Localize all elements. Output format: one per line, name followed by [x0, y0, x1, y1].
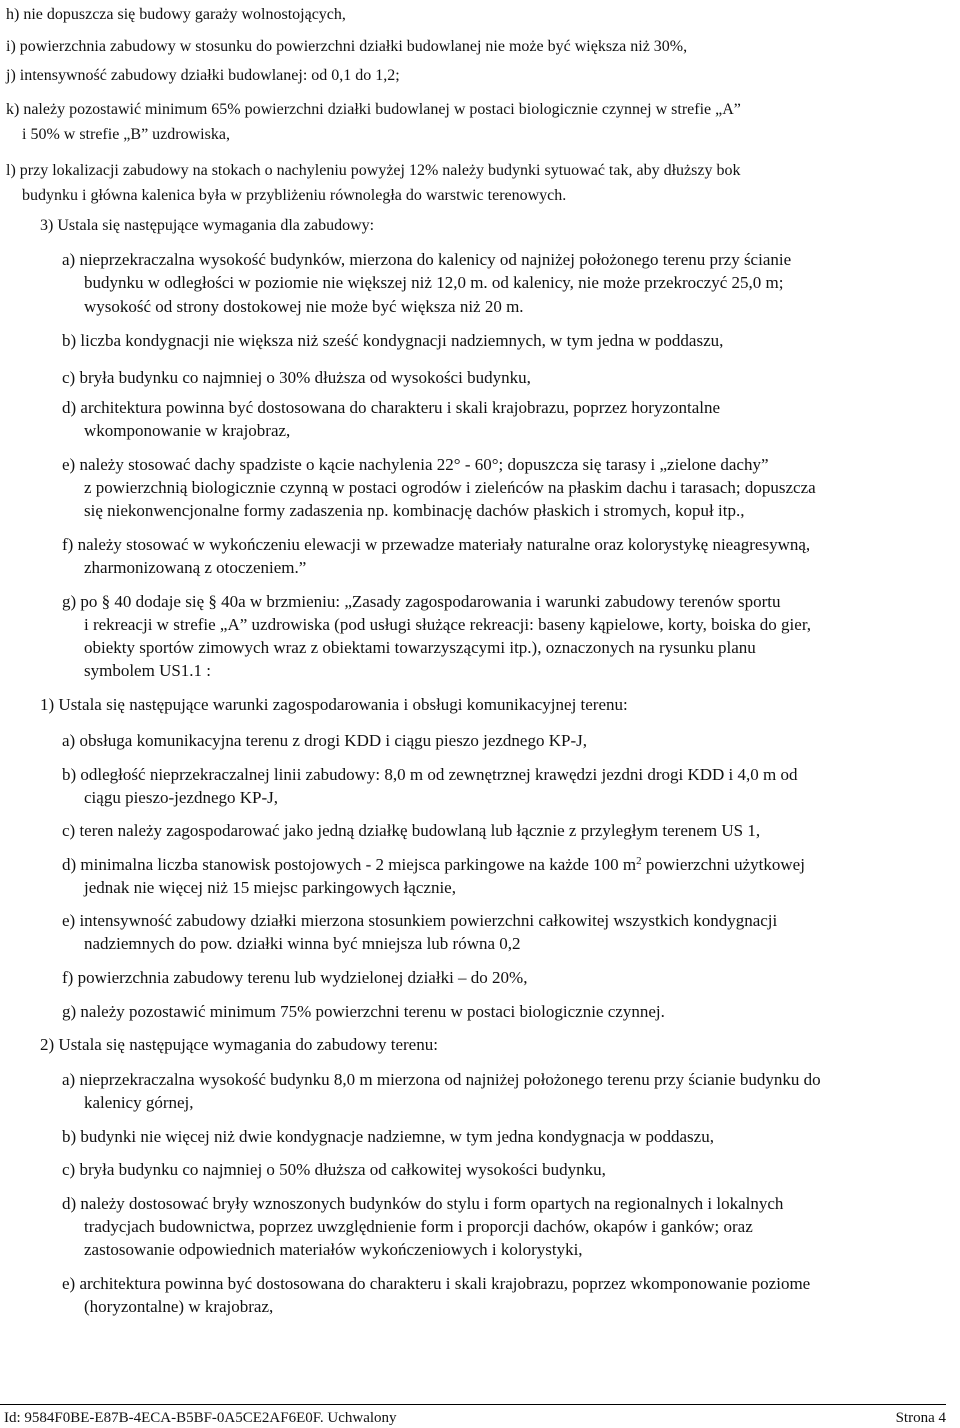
s3-b: b) liczba kondygnacji nie większa niż sześć kondygnacji nadziemnych, w tym jedna w poddaszu, [62, 331, 724, 350]
s3-d-line1: d) architektura powinna być dostosowana do charakteru i skali krajobrazu, poprzez horyzontalne [62, 398, 721, 417]
s2-e-line2: (horyzontalne) w krajobraz, [84, 1297, 274, 1316]
item-h: h) nie dopuszcza się budowy garaży wolnostojących, [6, 6, 346, 23]
s2-b: b) budynki nie więcej niż dwie kondygnacje nadziemne, w tym jedna kondygnacja w poddaszu, [62, 1127, 714, 1146]
s2-a-line1: a) nieprzekraczalna wysokość budynku 8,0 m mierzona od najniżej położonego terenu przy ścianie budynku do [62, 1070, 821, 1089]
item-i: i) powierzchnia zabudowy w stosunku do powierzchni działki budowlanej nie może być większa niż 30%, [6, 38, 688, 55]
s3-g-line4: symbolem US1.1 : [84, 661, 212, 680]
s1-d-text-b: powierzchni użytkowej [641, 855, 805, 874]
s1-f: f) powierzchnia zabudowy terenu lub wydzielonej działki – do 20%, [62, 968, 528, 987]
item-l-line1: l) przy lokalizacji zabudowy na stokach o nachyleniu powyżej 12% należy budynki sytuować tak, aby dłuższy bok [6, 162, 741, 179]
s3-e-line2: z powierzchnią biologicznie czynną w postaci ogrodów i zieleńców na płaskim dachu i tarasach; dopuszcza [84, 478, 816, 497]
s1-b-line2: ciągu pieszo-jezdnego KP-J, [84, 788, 279, 807]
s1-a: a) obsługa komunikacyjna terenu z drogi KDD i ciągu pieszo jezdnego KP-J, [62, 731, 587, 750]
s3-g-line1: g) po § 40 dodaje się § 40a w brzmieniu: „Zasady zagospodarowania i warunki zabudowy terenów sportu [62, 592, 781, 611]
item-k-line2: i 50% w strefie „B” uzdrowiska, [22, 126, 230, 143]
s1-d-superscript: 2 [636, 855, 642, 867]
s3-f-line2: zharmonizowaną z otoczeniem.” [84, 558, 307, 577]
s1-d-text-a: d) minimalna liczba stanowisk postojowych - 2 miejsca parkingowe na każde 100 m [62, 855, 637, 874]
s3-g-line2: i rekreacji w strefie „A” uzdrowiska (pod usługi służące rekreacji: baseny kąpielowe, korty, boiska do gier, [84, 615, 812, 634]
s1-d-line2: jednak nie więcej niż 15 miejsc parkingowych łącznie, [84, 878, 456, 897]
s1-e-line2: nadziemnych do pow. działki winna być mniejsza lub równa 0,2 [84, 934, 521, 953]
section2-heading: 2) Ustala się następujące wymagania do zabudowy terenu: [40, 1035, 438, 1054]
s3-a-line2: budynku w odległości w poziomie nie większej niż 12,0 m. od kalenicy, nie może przekroczyć 25,0 m; [84, 273, 784, 292]
s3-a-line1: a) nieprzekraczalna wysokość budynków, mierzona do kalenicy od najniżej położonego terenu przy ścianie [62, 250, 792, 269]
footer-document-id: Id: 9584F0BE-E87B-4ECA-B5BF-0A5CE2AF6E0F. Uchwalony [4, 1410, 397, 1426]
s2-c: c) bryła budynku co najmniej o 50% dłuższa od całkowitej wysokości budynku, [62, 1160, 606, 1179]
s1-c: c) teren należy zagospodarować jako jedną działkę budowlaną lub łącznie z przyległym terenem US 1, [62, 821, 761, 840]
s3-e-line1: e) należy stosować dachy spadziste o kącie nachylenia 22° - 60°; dopuszcza się tarasy i „zielone dachy” [62, 455, 769, 474]
section1-heading: 1) Ustala się następujące warunki zagospodarowania i obsługi komunikacyjnej terenu: [40, 695, 628, 714]
s3-d-line2: wkomponowanie w krajobraz, [84, 421, 291, 440]
s3-a-line3: wysokość od strony dostokowej nie może być większa niż 20 m. [84, 297, 524, 316]
s1-b-line1: b) odległość nieprzekraczalnej linii zabudowy: 8,0 m od zewnętrznej krawędzi jezdni drogi KDD i 4,0 m od [62, 765, 798, 784]
s3-g-line3: obiekty sportów zimowych wraz z obiektami towarzyszącymi itp.), oznaczonych na rysunku planu [84, 638, 756, 657]
s3-e-line3: się niekonwencjonalne formy zadaszenia np. kombinację dachów płaskich i stromych, kopuł itp., [84, 501, 745, 520]
item-l-line2: budynku i główna kalenica była w przybliżeniu równoległa do warstwic terenowych. [22, 187, 567, 204]
s1-g: g) należy pozostawić minimum 75% powierzchni terenu w postaci biologicznie czynnej. [62, 1002, 665, 1021]
item-k-line1: k) należy pozostawić minimum 65% powierzchni działki budowlanej w postaci biologicznie czynnej w strefie „A” [6, 101, 741, 118]
s2-a-line2: kalenicy górnej, [84, 1093, 194, 1112]
footer-divider [0, 1404, 946, 1405]
section3-heading: 3) Ustala się następujące wymagania dla zabudowy: [40, 217, 375, 234]
s3-c: c) bryła budynku co najmniej o 30% dłuższa od wysokości budynku, [62, 368, 531, 387]
s2-d-line3: zastosowanie odpowiednich materiałów wykończeniowych i kolorystyki, [84, 1240, 583, 1259]
s3-f-line1: f) należy stosować w wykończeniu elewacji w przewadze materiały naturalne oraz kolorystykę nieagresywną, [62, 535, 811, 554]
footer-page-number: Strona 4 [895, 1410, 946, 1426]
s2-e-line1: e) architektura powinna być dostosowana do charakteru i skali krajobrazu, poprzez wkomponowanie poziome [62, 1274, 811, 1293]
s1-e-line1: e) intensywność zabudowy działki mierzona stosunkiem powierzchni całkowitej wszystkich kondygnacji [62, 911, 778, 930]
s2-d-line2: tradycjach budownictwa, poprzez uwzględnienie form i proporcji dachów, okapów i ganków; oraz [84, 1217, 753, 1236]
s1-d-line1 [62, 855, 805, 875]
s2-d-line1: d) należy dostosować bryły wznoszonych budynków do stylu i form opartych na regionalnych i lokalnych [62, 1194, 784, 1213]
item-j: j) intensywność zabudowy działki budowlanej: od 0,1 do 1,2; [6, 67, 400, 84]
